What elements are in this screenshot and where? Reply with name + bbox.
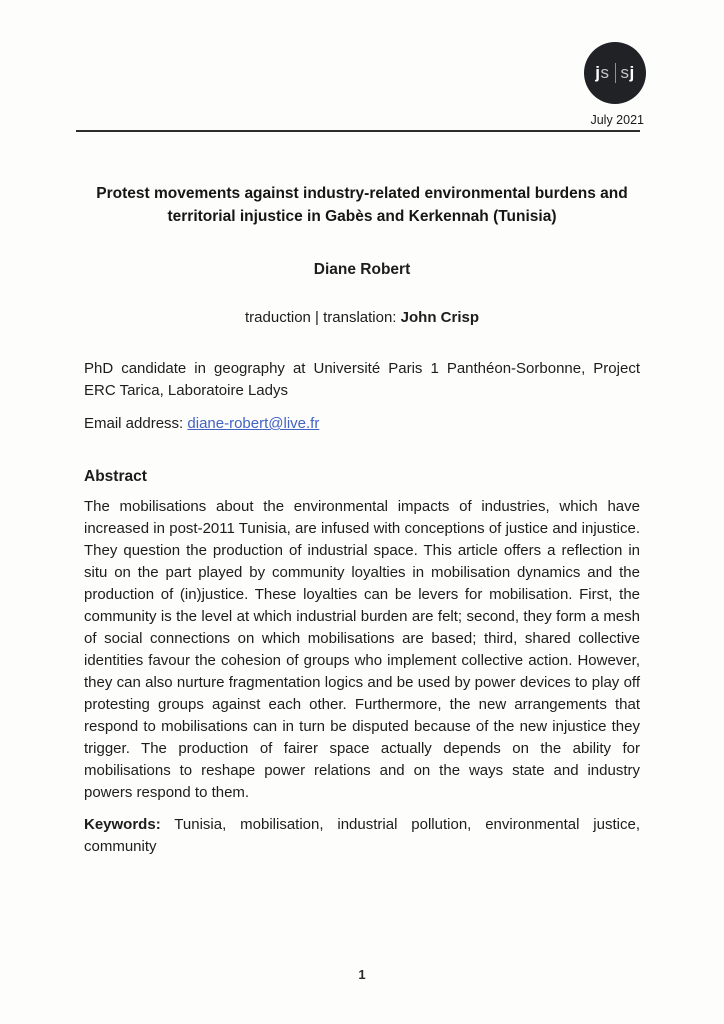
author-affiliation: PhD candidate in geography at Université Paris 1 Panthéon-Sorbonne, Project ERC Tarica, Laboratoire Ladys bbox=[84, 360, 640, 399]
translator-name: John Crisp bbox=[400, 309, 479, 326]
keywords-line bbox=[84, 814, 640, 858]
logo-letters-left bbox=[595, 63, 609, 83]
author-name: Diane Robert bbox=[313, 261, 411, 278]
page-header bbox=[84, 42, 644, 132]
logo-letters-right bbox=[621, 63, 635, 83]
email-line bbox=[84, 415, 640, 432]
email-link[interactable]: diane-robert@live.fr bbox=[187, 415, 320, 432]
abstract-heading: Abstract bbox=[84, 468, 147, 485]
logo-letter: j bbox=[629, 63, 635, 82]
keywords-label: Keywords: bbox=[84, 816, 161, 833]
logo-letter: s bbox=[600, 63, 610, 82]
article-title: Protest movements against industry-related environmental burdens and territorial injustice in Gabès and Kerkennah (Tunisia) bbox=[96, 185, 628, 225]
issue-date: July 2021 bbox=[590, 113, 644, 127]
page-number: 1 bbox=[358, 967, 366, 982]
translation-label: traduction | translation: bbox=[245, 309, 397, 326]
header-rule bbox=[76, 130, 640, 132]
email-label: Email address: bbox=[84, 415, 184, 432]
keywords-text: Tunisia, mobilisation, industrial pollution, environmental justice, community bbox=[84, 816, 640, 855]
abstract-text: The mobilisations about the environmental impacts of industries, which have increased in post-2011 Tunisia, are infused with conceptions of justice and injustice. They question the production of industrial space. This article offers a reflection in situ on the part played by community loyalties in mobilisation dynamics and the production of (in)justice. These loyalties can be levers for mobilisation. First, the community is the level at which industrial burden are felt; second, they form a mesh of social connections on which mobilisations are based; third, shared collective identities favour the cohesion of groups who implement collective action. However, they can also nurture fragmentation logics and be used by power devices to play off protesting groups against each other. Furthermore, the new arrangements that respond to mobilisations can in turn be disputed because of the new injustice they trigger. The production of fairer space actually depends on the ability for mobilisations to reshape power relations and on the ways state and industry powers respond to them. bbox=[84, 498, 640, 801]
logo-divider bbox=[615, 63, 616, 83]
logo-letter: s bbox=[620, 63, 630, 82]
translation-credit bbox=[84, 309, 640, 326]
logo-letter: j bbox=[595, 63, 601, 82]
jssj-journal-logo bbox=[584, 42, 646, 104]
